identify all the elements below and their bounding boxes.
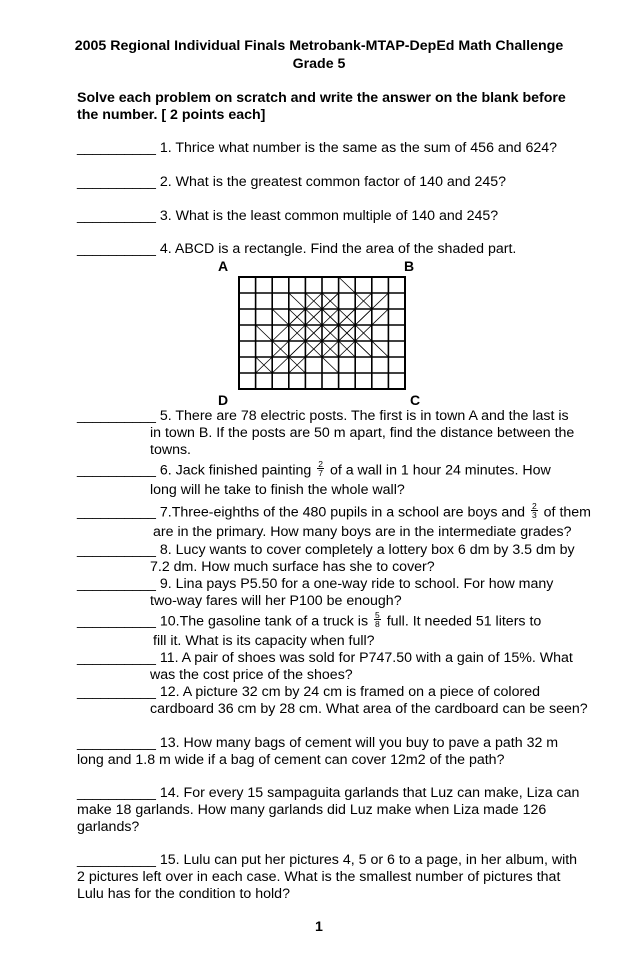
problem-2 <box>77 174 506 190</box>
problem-7 <box>77 501 591 521</box>
problem-14 <box>77 785 579 801</box>
problem-11 <box>77 650 573 666</box>
answer-blank-5[interactable]: __________ <box>77 408 156 424</box>
answer-blank-4[interactable]: __________ <box>77 241 156 257</box>
problem-14-text-2: make 18 garlands. How many garlands did Luz make when Liza made 126 <box>77 802 547 818</box>
problem-11-text-1: 11. A pair of shoes was sold for P747.50 with a gain of 15%. What <box>159 650 573 666</box>
problem-6 <box>77 459 551 479</box>
answer-blank-13[interactable]: __________ <box>77 735 156 751</box>
problem-10-text-b: full. It needed 51 liters to <box>386 613 542 630</box>
problem-8 <box>77 542 575 558</box>
figure-label-c: C <box>410 392 421 408</box>
answer-blank-11[interactable]: __________ <box>77 650 156 666</box>
figure-label-b: B <box>404 258 415 274</box>
problem-3 <box>77 208 498 224</box>
answer-blank-10[interactable]: __________ <box>77 613 156 630</box>
problem-14-text-1: 14. For every 15 sampaguita garlands that Luz can make, Liza can <box>159 785 580 801</box>
problem-13-text-1: 13. How many bags of cement will you buy to pave a path 32 m <box>159 735 559 751</box>
page-number: 1 <box>315 919 323 935</box>
problem-4 <box>77 241 516 257</box>
problem-10-text-2: fill it. What is its capacity when full? <box>153 633 375 649</box>
problem-8-text-2: 7.2 dm. How much surface has she to cover? <box>150 559 435 575</box>
problem-9-text-2: two-way fares will her P100 be enough? <box>150 593 402 609</box>
problem-15-text-1: 15. Lulu can put her pictures 4, 5 or 6 to a page, in her album, with <box>159 852 578 868</box>
problem-9-text-1: 9. Lina pays P5.50 for a one-way ride to school. For how many <box>159 576 554 592</box>
answer-blank-1[interactable]: __________ <box>77 140 156 156</box>
problem-6-text-b: of a wall in 1 hour 24 minutes. How <box>329 462 551 479</box>
figure-label-d: D <box>218 392 229 408</box>
answer-blank-8[interactable]: __________ <box>77 542 156 558</box>
problem-2-text: 2. What is the greatest common factor of 140 and 245? <box>159 174 507 190</box>
figure-label-a: A <box>218 258 229 274</box>
problem-1 <box>77 140 557 156</box>
problem-12-text-1: 12. A picture 32 cm by 24 cm is framed on a piece of colored <box>159 684 540 700</box>
problem-8-text-1: 8. Lucy wants to cover completely a lottery box 6 dm by 3.5 dm by <box>159 542 575 558</box>
problem-6-text-a: 6. Jack finished painting <box>159 462 312 479</box>
problem-15-text-3: Lulu has for the condition to hold? <box>77 886 290 902</box>
problem-15 <box>77 852 577 868</box>
instructions-line-1: Solve each problem on scratch and write the answer on the blank before <box>77 90 566 106</box>
problem-14-text-3: garlands? <box>77 819 140 835</box>
problem-10 <box>77 610 542 630</box>
answer-blank-7[interactable]: __________ <box>77 504 156 521</box>
grade-subtitle: Grade 5 <box>292 56 346 72</box>
page-title: 2005 Regional Individual Finals Metrobank-MTAP-DepEd Math Challenge <box>74 38 564 54</box>
problem-13 <box>77 735 558 751</box>
problem-1-text: 1. Thrice what number is the same as the sum of 456 and 624? <box>159 140 558 156</box>
problem-6-text-2: long will he take to finish the whole wall? <box>150 482 405 498</box>
problem-7-text-2: are in the primary. How many boys are in the intermediate grades? <box>153 524 572 540</box>
fraction-2-7: $\frac{2}{7}$ <box>318 459 323 478</box>
problem-5 <box>77 408 569 424</box>
problem-13-text-2: long and 1.8 m wide if a bag of cement can cover 12m2 of the path? <box>77 752 505 768</box>
problem-5-text-1: 5. There are 78 electric posts. The first is in town A and the last is <box>159 408 569 424</box>
instructions-line-2: the number. [ 2 points each] <box>77 107 266 123</box>
problem-12-text-2: cardboard 36 cm by 28 cm. What area of the cardboard can be seen? <box>150 701 588 717</box>
answer-blank-2[interactable]: __________ <box>77 174 156 190</box>
problem-3-text: 3. What is the least common multiple of 140 and 245? <box>159 208 499 224</box>
fraction-5-8: $\frac{5}{8}$ <box>375 610 380 629</box>
problem-7-text-b: of them <box>543 504 591 521</box>
problem-5-text-2: in town B. If the posts are 50 m apart, find the distance between the <box>150 425 575 441</box>
problem-12 <box>77 684 540 700</box>
answer-blank-12[interactable]: __________ <box>77 684 156 700</box>
problem-4-text: 4. ABCD is a rectangle. Find the area of the shaded part. <box>159 241 517 257</box>
problem-11-text-2: was the cost price of the shoes? <box>150 667 353 683</box>
answer-blank-6[interactable]: __________ <box>77 462 156 479</box>
answer-blank-15[interactable]: __________ <box>77 852 156 868</box>
answer-blank-3[interactable]: __________ <box>77 208 156 224</box>
answer-blank-9[interactable]: __________ <box>77 576 156 592</box>
problem-5-text-3: towns. <box>150 442 192 458</box>
problem-15-text-2: 2 pictures left over in each case. What is the smallest number of pictures that <box>77 869 561 885</box>
problem-7-text-a: 7.Three-eighths of the 480 pupils in a school are boys and <box>159 504 526 521</box>
problem-9 <box>77 576 553 592</box>
rectangle-abcd-figure <box>237 275 407 392</box>
answer-blank-14[interactable]: __________ <box>77 785 156 801</box>
problem-10-text-a: 10.The gasoline tank of a truck is <box>159 613 369 630</box>
fraction-2-3: $\frac{2}{3}$ <box>531 501 537 520</box>
